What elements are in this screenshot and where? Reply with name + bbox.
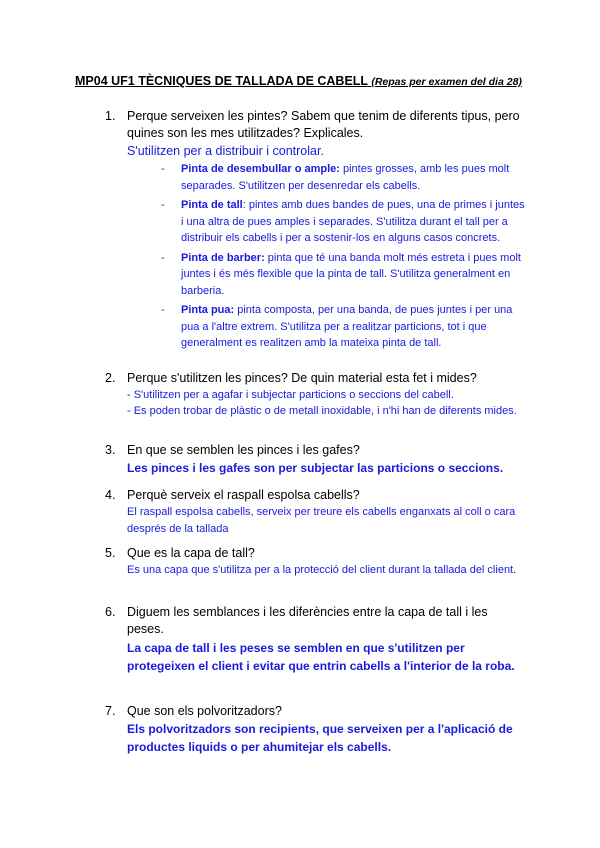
answer-text: Els polvoritzadors son recipients, que serveixen per a l'aplicació de productes liquids o per ahumitejar els cabells. <box>127 722 513 754</box>
item-text: pintes grosses, amb les pues molt separades. S'utilitzen per desenredar els cabells. <box>181 163 510 192</box>
question-text: Diguem les semblances i les diferències entre la capa de tall i les peses. <box>127 605 488 636</box>
question-number: 6. <box>105 605 116 619</box>
question-text: Que son els polvoritzadors? <box>127 704 282 718</box>
question-text: En que se semblen les pinces i les gafes? <box>127 443 360 457</box>
list-item: - Pinta de tall: pintes amb dues bandes de pues, una de primes i juntes i una altra de pues amples i separades. S'utilitza durant el tall per a distribuir els cabells i per a sostenir-los en alguns casos concrets. <box>161 199 525 244</box>
title-main: MP04 UF1 TÈCNIQUES DE TALLADA DE CABELL <box>75 74 368 88</box>
list-item: - Pinta de desembullar o ample: pintes grosses, amb les pues molt separades. S'utilitzen per desenredar els cabells. <box>161 163 510 192</box>
question-text: Perque serveixen les pintes? Sabem que tenim de diferents tipus, pero quines son les mes utilitzades? Explicales. <box>127 109 520 140</box>
list-item: - Pinta de barber: pinta que té una banda molt més estreta i pues molt juntes i és més flexible que la pinta de tall. S'utilitza generalment en barberia. <box>161 251 521 297</box>
item-text: pinta que té una banda molt més estreta i pues molt juntes i és més flexible que la pinta de tall. S'utilitza generalment en barberia. <box>181 251 521 297</box>
question-number: 5. <box>105 546 116 560</box>
question-number: 7. <box>105 704 116 718</box>
answer-text: S'utilitzen per a distribuir i controlar. <box>127 144 324 158</box>
question-5 <box>105 545 527 578</box>
document-title <box>75 74 522 88</box>
question-7 <box>105 703 527 756</box>
question-number: 2. <box>105 371 116 385</box>
question-number: 1. <box>105 109 116 123</box>
answer-line: - Es poden trobar de plàstic o de metall inoxidable, i n'hi han de diferents mides. <box>127 405 517 417</box>
question-number: 4. <box>105 488 116 502</box>
question-3 <box>105 442 527 477</box>
question-text: Perquè serveix el raspall espolsa cabells? <box>127 488 360 502</box>
item-text: : pintes amb dues bandes de pues, una de primes i juntes i una altra de pues amples i separades. S'utilitza durant el tall per a distribuir els cabells i per a sostenir-los en alguns casos concrets. <box>181 199 525 244</box>
item-term: Pinta de barber: <box>181 251 265 264</box>
answer-text: El raspall espolsa cabells, serveix per treure els cabells enganxats al coll o cara després de la tallada <box>127 506 516 535</box>
question-4 <box>105 487 527 538</box>
question-text: Que es la capa de tall? <box>127 546 255 560</box>
answer-line: - S'utilitzen per a agafar i subjectar particions o seccions del cabell. <box>127 389 454 401</box>
answer-text: La capa de tall i les peses se semblen en que s'utilitzen per protegeixen el client i evitar que entrin cabells a l'interior de la roba. <box>127 641 515 673</box>
answer-text: Es una capa que s'utilitza per a la protecció del client durant la tallada del client. <box>127 564 517 576</box>
question-2 <box>105 370 527 419</box>
question-number: 3. <box>105 443 116 457</box>
item-term: Pinta de tall <box>181 199 243 211</box>
list-item: - Pinta pua: pinta composta, per una banda, de pues juntes i per una pua a l'altre extrem. S'utilitza per a realitzar particions, tot i que generalment es realitzen amb la mateixa pinta de tall. <box>161 304 513 349</box>
item-text: pinta composta, per una banda, de pues juntes i per una pua a l'altre extrem. S'utilitza per a realitzar particions, tot i que generalment es realitzen amb la mateixa pinta de tall. <box>181 304 513 349</box>
answer-text: Les pinces i les gafes son per subjectar las particions o seccions. <box>127 461 504 475</box>
comb-types-list <box>161 161 526 355</box>
question-text: Perque s'utilitzen les pinces? De quin material esta fet i mides? <box>127 371 477 385</box>
question-1 <box>105 108 527 160</box>
item-term: Pinta de desembullar o ample: <box>181 163 340 175</box>
item-term: Pinta pua: <box>181 304 235 316</box>
title-subtitle: (Repas per examen del dia 28) <box>371 76 522 88</box>
question-6 <box>105 604 527 675</box>
